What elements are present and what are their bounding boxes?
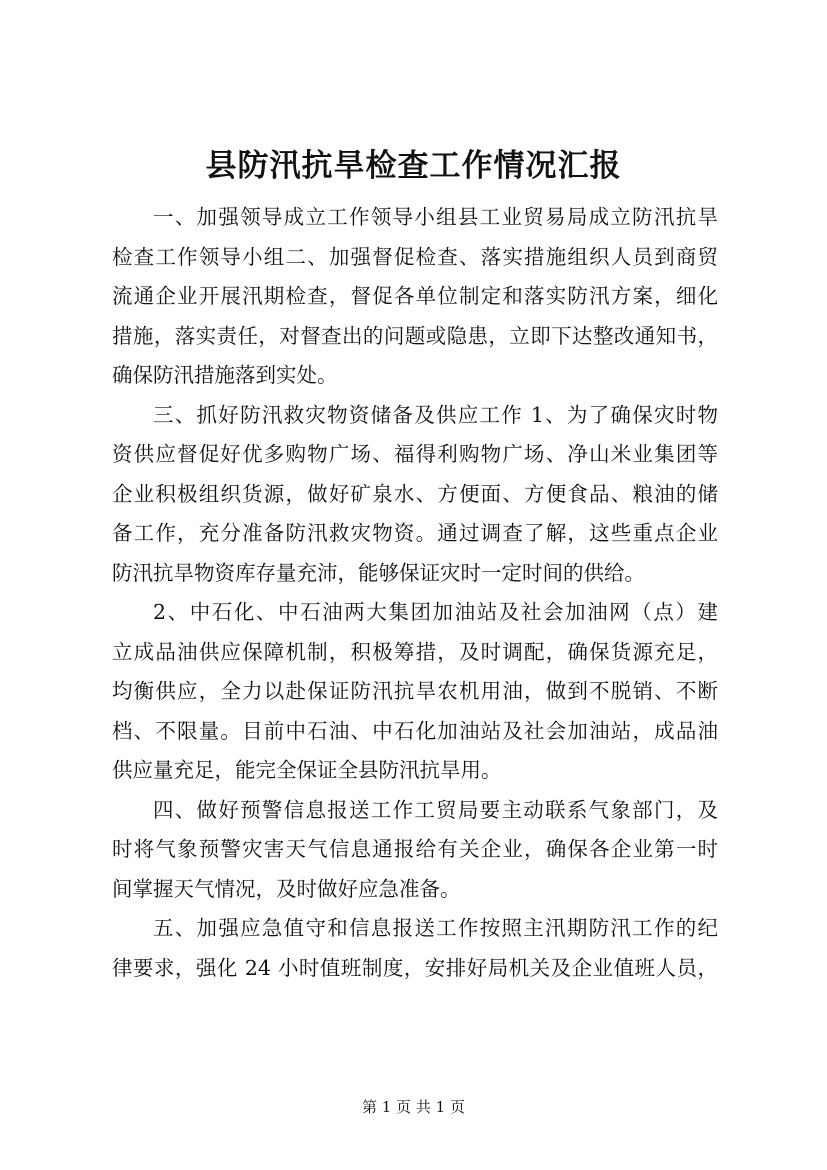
paragraph-line: 律要求，强化 24 小时值班制度，安排好局机关及企业值班人员，: [112, 955, 718, 980]
document-title: 县防汛抗旱检查工作情况汇报: [205, 148, 622, 184]
paragraph-line: 防汛抗旱物资库存量充沛，能够保证灾时一定时间的供给。: [112, 560, 645, 585]
paragraph-5: [112, 909, 718, 988]
paragraph-line: 2、中石化、中石油两大集团加油站及社会加油网（点）建: [153, 600, 718, 624]
paragraph-line: 一、加强领导成立工作领导小组县工业贸易局成立防汛抗旱: [153, 205, 718, 229]
paragraph-line: 供应量充足，能完全保证全县防汛抗旱用。: [112, 758, 502, 782]
paragraph-line: 检查工作领导小组二、加强督促检查、落实措施组织人员到商贸: [112, 244, 718, 269]
paragraph-line: 时将气象预警灾害天气信息通报给有关企业，确保各企业第一时: [112, 837, 718, 861]
paragraph-line: 立成品油供应保障机制，积极筹措，及时调配，确保货源充足，: [112, 639, 718, 664]
paragraph-line: 流通企业开展汛期检查，督促各单位制定和落实防汛方案，细化: [112, 284, 718, 308]
paragraph-line: 措施，落实责任，对督查出的问题或隐患，立即下达整改通知书，: [112, 323, 718, 348]
document-body: [112, 198, 718, 988]
paragraph-line: 五、加强应急值守和信息报送工作按照主汛期防汛工作的纪: [153, 916, 718, 940]
paragraph-line: 三、抓好防汛救灾物资储备及供应工作 1、为了确保灾时物: [153, 402, 718, 427]
paragraph-line: 均衡供应，全力以赴保证防汛抗旱农机用油，做到不脱销、不断: [112, 679, 718, 703]
paragraph-line: 备工作，充分准备防汛救灾物资。通过调查了解，这些重点企业: [112, 521, 718, 545]
paragraph-4: [112, 791, 718, 910]
paragraph-line: 企业积极组织货源，做好矿泉水、方便面、方便食品、粮油的储: [112, 481, 718, 506]
page-number-footer: 第 1 页 共 1 页: [362, 1098, 465, 1116]
paragraph-line: 四、做好预警信息报送工作工贸局要主动联系气象部门，及: [153, 797, 718, 822]
paragraph-line: 间掌握天气情况，及时做好应急准备。: [112, 876, 461, 901]
paragraph-line: 确保防汛措施落到实处。: [112, 363, 338, 387]
paragraph-line: 档、不限量。目前中石油、中石化加油站及社会加油站，成品油: [112, 718, 718, 743]
paragraph-2: [112, 396, 718, 594]
paragraph-3: [112, 593, 718, 791]
paragraph-line: 资供应督促好优多购物广场、福得利购物广场、净山米业集团等: [112, 442, 718, 466]
paragraph-1: [112, 198, 718, 396]
